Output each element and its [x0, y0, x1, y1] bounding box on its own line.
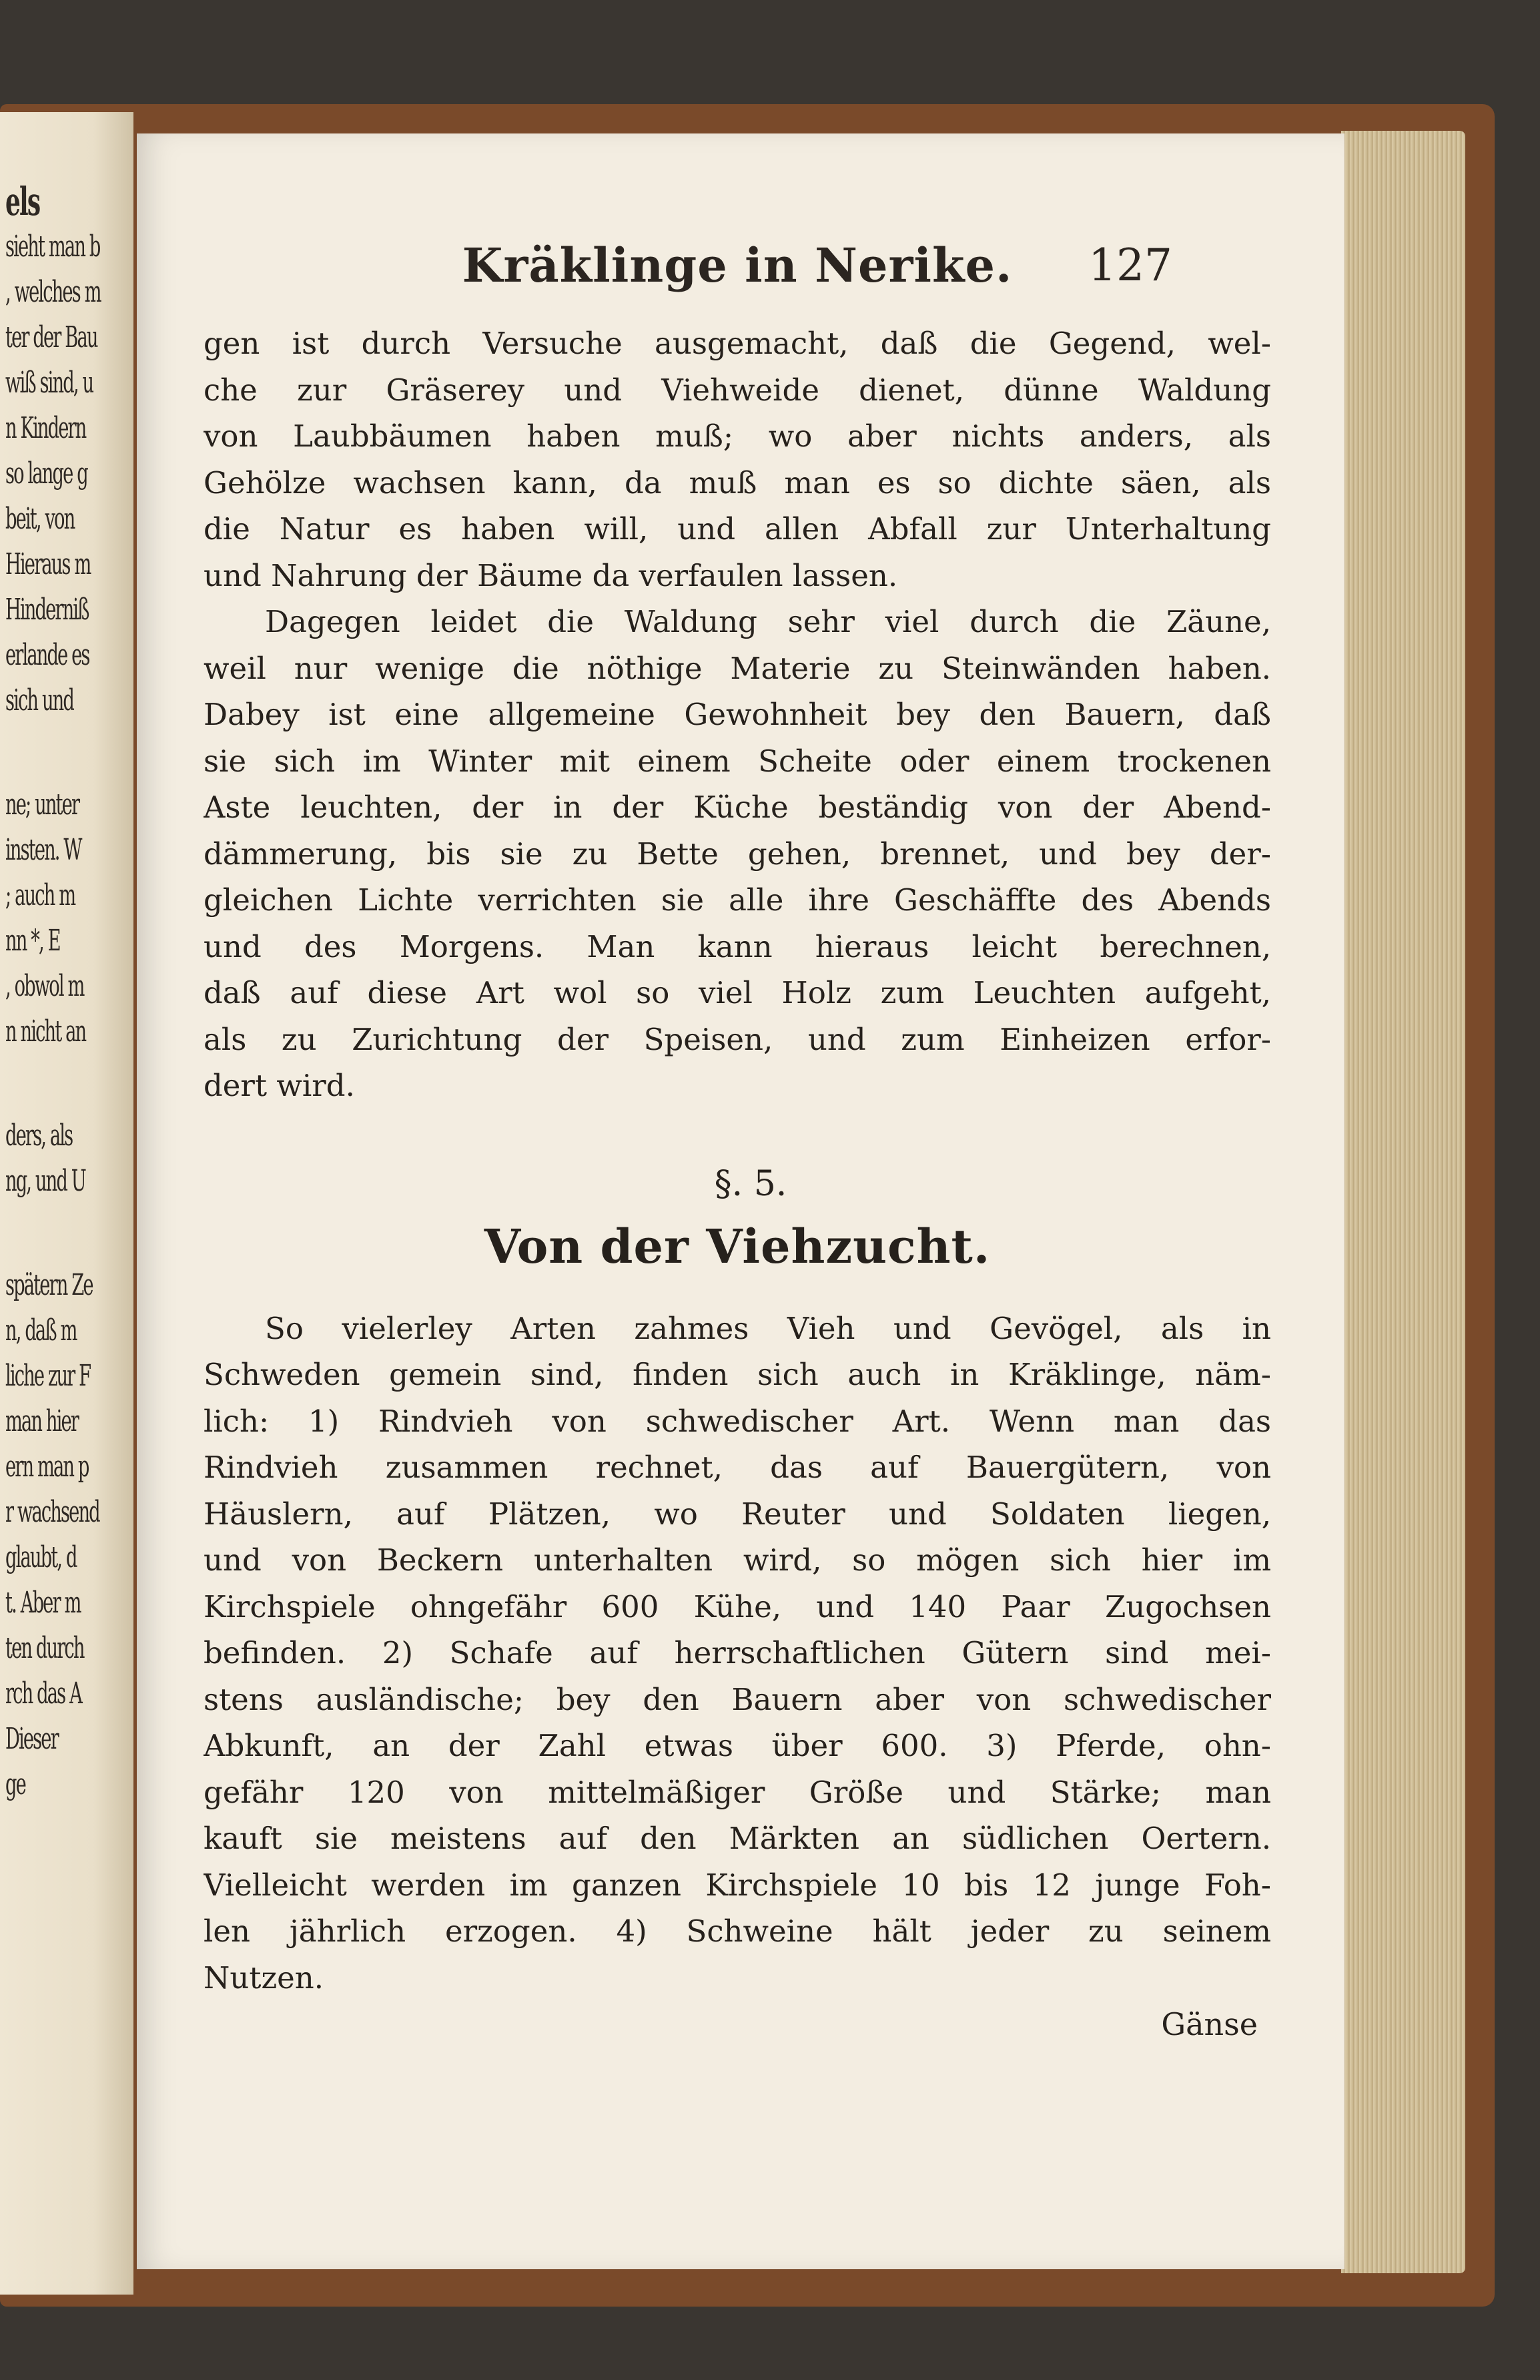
left-page-fragment: glaubt, d — [5, 1540, 77, 1574]
left-page-fragment: beit, von — [5, 502, 75, 536]
left-page-fragment: r wachsend — [5, 1495, 99, 1529]
text-line: dämmerung, bis sie zu Bette gehen, brennet, und bey der- — [204, 836, 1271, 872]
left-page-fragment: , obwol m — [5, 969, 84, 1003]
running-title: Kräklinge in Nerike. — [462, 238, 1013, 293]
left-page — [0, 112, 133, 2295]
section-heading: Von der Viehzucht. — [484, 1218, 991, 1274]
left-page-fragment: n Kindern — [5, 411, 86, 445]
text-line: und des Morgens. Man kann hieraus leicht berechnen, — [204, 928, 1271, 964]
text-line: und von Beckern unterhalten wird, so mögen sich hier im — [204, 1542, 1271, 1578]
text-line: Aste leuchten, der in der Küche beständig von der Abend- — [204, 790, 1271, 825]
text-line: Kirchspiele ohngefähr 600 Kühe, und 140 Paar Zugochsen — [204, 1588, 1271, 1624]
paragraph-3 — [204, 1305, 1271, 2002]
text-line: Dagegen leidet die Waldung sehr viel durch die Zäune, — [265, 604, 1271, 639]
left-page-fragment: wiß sind, u — [5, 366, 93, 400]
left-page-fragment: nn *, E — [5, 924, 60, 958]
text-line: lich: 1) Rindvieh von schwedischer Art. Wenn man das — [204, 1403, 1271, 1439]
section-number: §. 5. — [714, 1163, 787, 1204]
text-line: Abkunft, an der Zahl etwas über 600. 3) Pferde, ohn- — [204, 1728, 1271, 1763]
left-page-fragment: ge — [5, 1767, 25, 1801]
left-page-fragment: man hier — [5, 1404, 78, 1438]
left-page-fragment: sich und — [5, 683, 73, 717]
left-page-fragment: Dieser — [5, 1722, 58, 1756]
text-line: stens ausländische; bey den Bauern aber von schwedischer — [204, 1681, 1271, 1717]
text-line: gleichen Lichte verrichten sie alle ihre Geschäffte des Abends — [204, 882, 1271, 918]
left-page-fragment: spätern Ze — [5, 1268, 93, 1302]
left-page-fragment: Hieraus m — [5, 547, 91, 581]
text-line: dert wird. — [204, 1068, 355, 1103]
section-spacer — [204, 1109, 1271, 1156]
left-page-fragment: ne; unter — [5, 788, 79, 822]
left-page-fragment: n nicht an — [5, 1014, 86, 1049]
text-line: Häuslern, auf Plätzen, wo Reuter und Soldaten liegen, — [204, 1496, 1271, 1532]
left-page-fragment: n, daß m — [5, 1313, 77, 1348]
text-line: und Nahrung der Bäume da verfaulen lassen. — [204, 557, 898, 593]
left-page-fragment: , welches m — [5, 275, 101, 309]
left-page-fragment: els — [5, 179, 40, 224]
text-line: Nutzen. — [204, 1960, 324, 1996]
left-page-fragment: erlande es — [5, 638, 89, 672]
left-page-fragment: ders, als — [5, 1119, 73, 1153]
text-line: sie sich im Winter mit einem Scheite oder einem trockenen — [204, 743, 1271, 779]
text-line: Gehölze wachsen kann, da muß man es so dichte säen, als — [204, 465, 1271, 501]
text-line: Vielleicht werden im ganzen Kirchspiele 10 bis 12 junge Foh- — [204, 1867, 1271, 1903]
left-page-fragment: t. Aber m — [5, 1586, 81, 1620]
left-page-text — [5, 179, 131, 1807]
text-line: Dabey ist eine allgemeine Gewohnheit bey den Bauern, daß — [204, 697, 1271, 732]
left-page-fragment: ng, und U — [5, 1164, 85, 1198]
text-line: befinden. 2) Schafe auf herrschaftlichen Gütern sind mei- — [204, 1635, 1271, 1671]
text-line: len jährlich erzogen. 4) Schweine hält jeder zu seinem — [204, 1913, 1271, 1949]
page-body — [204, 320, 1271, 2048]
left-page-fragment: insten. W — [5, 833, 81, 867]
text-line: weil nur wenige die nöthige Materie zu Steinwänden haben. — [204, 650, 1271, 686]
left-page-fragment: rch das A — [5, 1677, 81, 1711]
page-number: 127 — [1088, 240, 1172, 291]
text-line: che zur Gräserey und Viehweide dienet, dünne Waldung — [204, 372, 1271, 408]
left-page-fragment: ten durch — [5, 1631, 84, 1665]
text-line: daß auf diese Art wol so viel Holz zum Leuchten aufgeht, — [204, 975, 1271, 1010]
left-page-fragment: so lange g — [5, 457, 87, 491]
left-page-fragment — [5, 1204, 129, 1263]
text-line: kauft sie meistens auf den Märkten an südlichen Oertern. — [204, 1821, 1271, 1856]
right-page — [137, 133, 1344, 2269]
left-page-fragment: sieht man b — [5, 230, 100, 264]
left-page-fragment: liche zur F — [5, 1359, 91, 1393]
text-line: gefähr 120 von mittelmäßiger Größe und Stärke; man — [204, 1774, 1271, 1810]
running-head — [137, 232, 1344, 299]
page-edges — [1341, 131, 1465, 2273]
left-page-fragment: ter der Bau — [5, 320, 97, 354]
text-line: als zu Zurichtung der Speisen, und zum Einheizen erfor- — [204, 1021, 1271, 1057]
text-line: Schweden gemein sind, finden sich auch in Kräklinge, näm- — [204, 1357, 1271, 1392]
text-line: gen ist durch Versuche ausgemacht, daß die Gegend, wel- — [204, 326, 1271, 361]
text-line: So vielerley Arten zahmes Vieh und Gevögel, als in — [265, 1310, 1271, 1346]
left-page-fragment: Hinderniß — [5, 593, 89, 627]
left-page-fragment: ; auch m — [5, 878, 75, 912]
left-page-fragment — [5, 1055, 129, 1113]
left-page-fragment: ern man p — [5, 1450, 89, 1484]
paragraph-2 — [204, 599, 1271, 1109]
text-line: die Natur es haben will, und allen Abfall zur Unterhaltung — [204, 511, 1271, 547]
text-line: Rindvieh zusammen rechnet, das auf Bauergütern, von — [204, 1450, 1271, 1485]
paragraph-1 — [204, 320, 1271, 599]
catchword: Gänse — [1161, 2006, 1258, 2042]
left-page-fragment — [5, 723, 129, 782]
text-line: von Laubbäumen haben muß; wo aber nichts anders, als — [204, 418, 1271, 454]
